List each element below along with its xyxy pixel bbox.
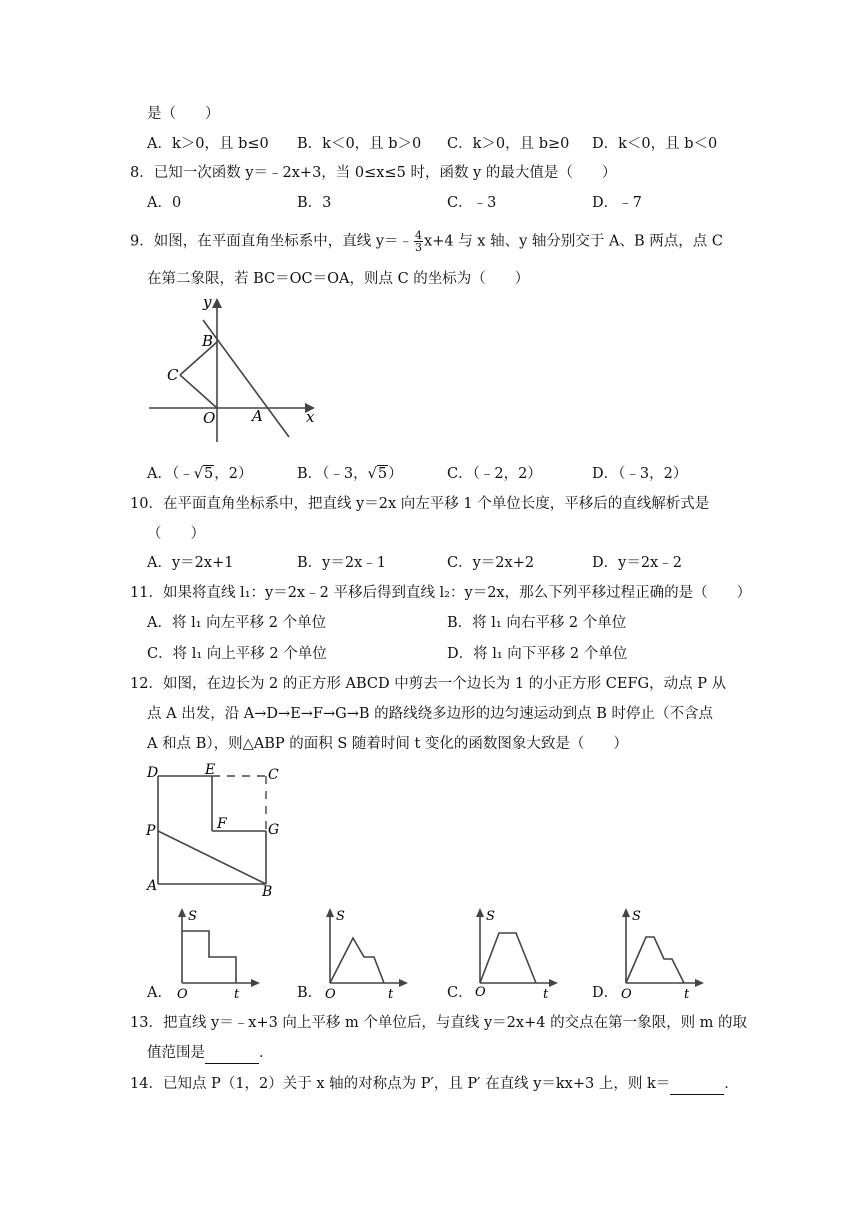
fig9-label-o: O xyxy=(203,409,216,427)
q9-figure xyxy=(145,292,325,452)
graph-a-t-label: t xyxy=(234,987,240,1002)
graph-a-s-label: S xyxy=(188,909,197,924)
q10-option-a: A．y＝2x+1 xyxy=(147,555,234,571)
q12-graph-d xyxy=(614,905,709,1000)
graph-a-o-label: O xyxy=(177,987,188,1002)
q7-option-c: C．k＞0，且 b≥0 xyxy=(447,136,570,152)
q12-graph-b xyxy=(318,905,413,1000)
q11-stem: 11．如果将直线 l₁：y＝2x﹣2 平移后得到直线 l₂：y＝2x，那么下列平移过程正确的是（ ） xyxy=(130,585,752,601)
fig9-label-x: x xyxy=(306,408,315,426)
q12-graph-a xyxy=(170,905,265,1000)
q12-option-b-label: B． xyxy=(297,985,323,1001)
q12-stem-line3: A 和点 B），则△ABP 的面积 S 随着时间 t 变化的函数图象大致是（ ） xyxy=(147,736,628,752)
q7-stem-tail: 是（ ） xyxy=(147,106,220,122)
q10-option-d: D．y＝2x﹣2 xyxy=(592,555,682,571)
q10-option-c: C．y＝2x+2 xyxy=(447,555,535,571)
q9-stem-line2: 在第二象限，若 BC＝OC＝OA，则点 C 的坐标为（ ） xyxy=(147,271,530,287)
fig9-label-a: A xyxy=(252,407,263,425)
q12-option-a-label: A． xyxy=(147,985,172,1001)
graph-b-s-label: S xyxy=(336,909,345,924)
fig12-label-c: C xyxy=(268,767,279,783)
q10-stem: 10．在平面直角坐标系中，把直线 y＝2x 向左平移 1 个单位长度，平移后的直线解析式是 xyxy=(130,496,710,512)
q13-stem: 13．把直线 y＝﹣x+3 向上平移 m 个单位后，与直线 y＝2x+4 的交点在第一象限，则 m 的取 xyxy=(130,1015,748,1031)
q11-option-d: D．将 l₁ 向下平移 2 个单位 xyxy=(447,646,628,662)
q9-option-a: A．（﹣√5，2） xyxy=(147,466,253,482)
q12-graph-c xyxy=(468,905,563,1000)
fig12-label-a: A xyxy=(147,878,158,894)
q12-option-c-label: C． xyxy=(447,985,473,1001)
q11-option-a: A．将 l₁ 向左平移 2 个单位 xyxy=(147,615,327,631)
q8-option-c: C．﹣3 xyxy=(447,195,497,211)
q7-option-b: B．k＜0，且 b＞0 xyxy=(297,136,422,152)
q8-stem: 8．已知一次函数 y＝﹣2x+3，当 0≤x≤5 时，函数 y 的最大值是（ ） xyxy=(130,165,617,181)
fig9-label-y: y xyxy=(203,293,212,311)
q7-option-a: A．k＞0，且 b≤0 xyxy=(147,136,269,152)
q10-option-b: B．y＝2x﹣1 xyxy=(297,555,386,571)
fig12-label-g: G xyxy=(268,822,280,838)
q12-figure xyxy=(145,760,295,900)
fig12-label-p: P xyxy=(146,823,156,839)
q9-option-d: D．（﹣3，2） xyxy=(592,466,688,482)
q11-option-b: B．将 l₁ 向右平移 2 个单位 xyxy=(447,615,627,631)
fraction-four-thirds: $\frac{4}{3}$ xyxy=(415,229,423,254)
q12-stem: 12．如图，在边长为 2 的正方形 ABCD 中剪去一个边长为 1 的小正方形 CEFG，动点 P 从 xyxy=(130,676,727,692)
q8-option-d: D．﹣7 xyxy=(592,195,642,211)
graph-c-o-label: O xyxy=(475,985,486,1000)
q8-option-b: B．3 xyxy=(297,195,332,211)
graph-d-s-label: S xyxy=(632,909,641,924)
q9-option-b: B．（﹣3，√5） xyxy=(297,466,403,482)
q9-option-c: C．（﹣2，2） xyxy=(447,466,542,482)
q13-stem-line2: 值范围是 ． xyxy=(147,1043,274,1064)
q11-option-c: C．将 l₁ 向上平移 2 个单位 xyxy=(147,646,327,662)
graph-d-t-label: t xyxy=(684,987,690,1002)
q7-option-d: D．k＜0，且 b＜0 xyxy=(592,136,718,152)
fig12-label-d: D xyxy=(147,765,159,781)
graph-b-t-label: t xyxy=(388,987,394,1002)
fig12-label-f: F xyxy=(217,816,227,832)
q10-stem-line2: （ ） xyxy=(147,526,205,542)
q12-stem-line2: 点 A 出发，沿 A→D→E→F→G→B 的路线绕多边形的边匀速运动到点 B 时停止（不含点 xyxy=(147,706,714,722)
q8-option-a: A．0 xyxy=(147,195,182,211)
q12-option-d-label: D． xyxy=(592,985,619,1001)
graph-c-s-label: S xyxy=(486,909,495,924)
graph-c-t-label: t xyxy=(543,987,549,1002)
graph-d-o-label: O xyxy=(621,987,632,1002)
fig9-label-b: B xyxy=(202,332,214,350)
fig9-label-c: C xyxy=(167,366,179,384)
graph-b-o-label: O xyxy=(325,987,336,1002)
fig12-label-e: E xyxy=(205,762,216,778)
fig12-label-b: B xyxy=(262,884,273,900)
q14-stem: 14．已知点 P（1，2）关于 x 轴的对称点为 P′，且 P′ 在直线 y＝kx+3 上，则 k＝ ． xyxy=(130,1074,739,1095)
q9-stem: 9．如图，在平面直角坐标系中，直线 y＝﹣ $\frac{4}{3}$ x+4 与 x 轴、y 轴分别交于 A、B 两点，点 C xyxy=(130,229,723,254)
